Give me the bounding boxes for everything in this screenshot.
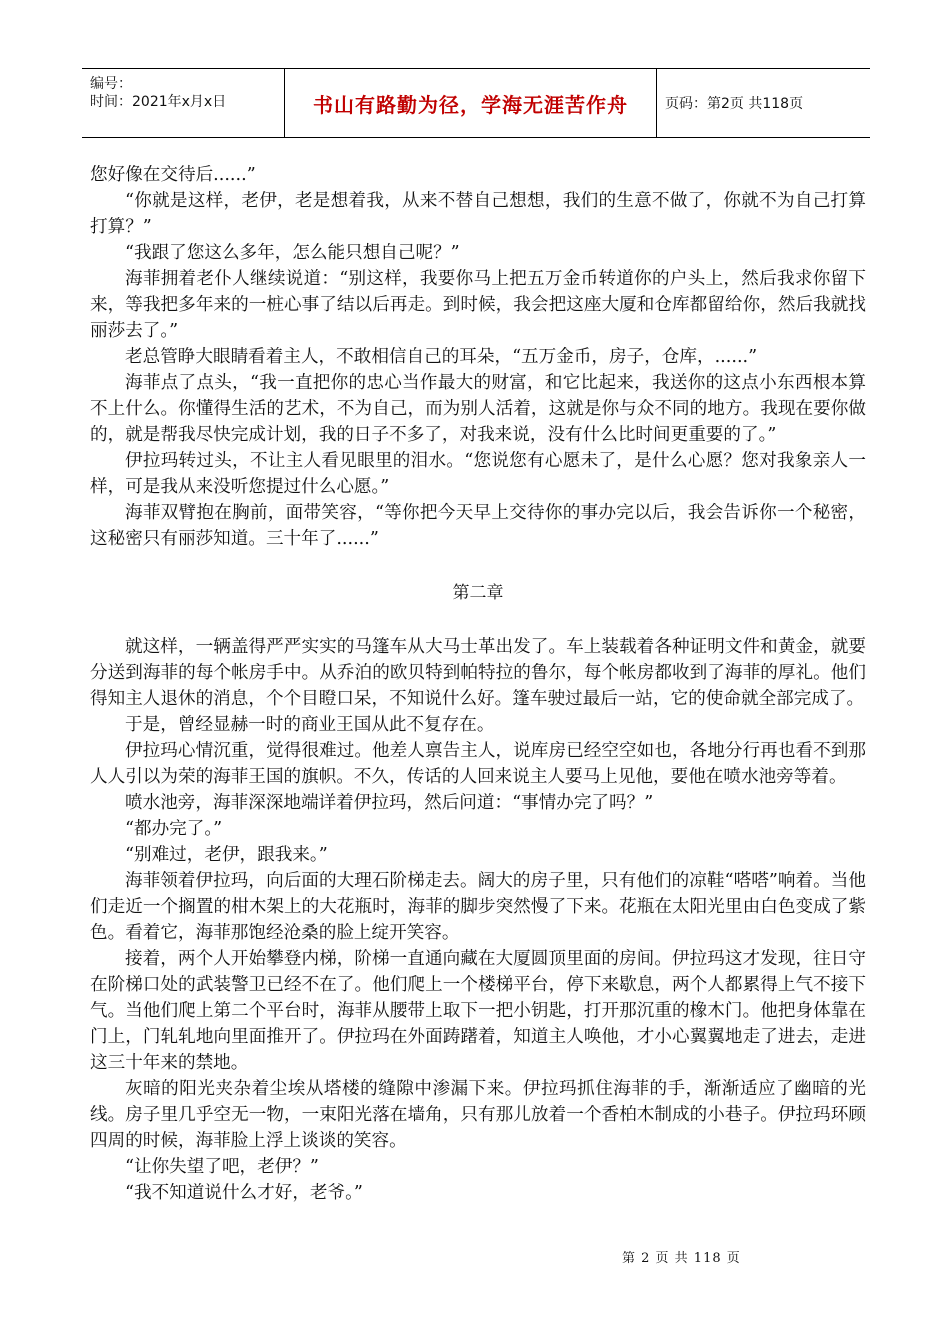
header-motto-cell [285, 69, 657, 137]
section-before-chapter [90, 162, 866, 552]
paragraph: 于是，曾经显赫一时的商业王国从此不复存在。 [125, 715, 495, 735]
paragraph: “你就是这样，老伊，老是想着我，从来不替自己想想，我们的生意不做了，你就不为自己打算打算？” [90, 191, 866, 237]
document-number-label: 编号： [90, 76, 132, 92]
paragraph: 喷水池旁，海菲深深地端详着伊拉玛，然后问道：“事情办完了吗？” [125, 793, 654, 813]
paragraph: 海菲点了点头，“我一直把你的忠心当作最大的财富，和它比起来，我送你的这点小东西根本算不上什么。你懂得生活的艺术，不为自己，而为别人活着，这就是你与众不同的地方。我现在要你做的，就是帮我尽快完成计划，我的日子不多了，对我来说，没有什么比时间更重要的了。” [90, 373, 866, 445]
paragraph: 您好像在交待后......” [90, 165, 256, 185]
header-page-cell [657, 69, 870, 137]
paragraph: “都办完了。” [125, 819, 223, 839]
paragraph: “我不知道说什么才好，老爷。” [125, 1183, 363, 1203]
paragraph: 灰暗的阳光夹杂着尘埃从塔楼的缝隙中渗漏下来。伊拉玛抓住海菲的手，渐渐适应了幽暗的光线。房子里几乎空无一物，一束阳光落在墙角，只有那儿放着一个香柏木制成的小巷子。伊拉玛环顾四周的时候，海菲脸上浮上谈谈的笑容。 [90, 1079, 866, 1151]
paragraph: 老总管睁大眼睛看着主人，不敢相信自己的耳朵，“五万金币，房子，仓库，......” [125, 347, 758, 367]
paragraph: “让你失望了吧，老伊？” [125, 1157, 319, 1177]
header-meta-cell [82, 69, 285, 137]
paragraph: “别难过，老伊，跟我来。” [125, 845, 328, 865]
document-body [90, 162, 866, 1206]
paragraph: 海菲领着伊拉玛，向后面的大理石阶梯走去。阔大的房子里，只有他们的凉鞋“嗒嗒”响着。当他们走近一个搁置的柑木架上的大花瓶时，海菲的脚步突然慢了下来。花瓶在太阳光里由白色变成了紫色。看着它，海菲那饱经沧桑的脸上绽开笑容。 [90, 871, 866, 943]
page-header [82, 68, 870, 138]
paragraph: 就这样，一辆盖得严严实实的马篷车从大马士革出发了。车上装载着各种证明文件和黄金，就要分送到海菲的每个帐房手中。从乔泊的欧贝特到帕特拉的鲁尔，每个帐房都收到了海菲的厚礼。他们得知主人退休的消息，个个目瞪口呆，不知说什么好。篷车驶过最后一站，它的使命就全部完成了。 [90, 637, 866, 709]
paragraph: 伊拉玛转过头，不让主人看见眼里的泪水。“您说您有心愿未了，是什么心愿？您对我象亲人一样，可是我从来没听您提过什么心愿。” [90, 451, 866, 497]
paragraph: 接着，两个人开始攀登内梯，阶梯一直通向藏在大厦圆顶里面的房间。伊拉玛这才发现，往日守在阶梯口处的武装警卫已经不在了。他们爬上一个楼梯平台，停下来歇息，两个人都累得上气不接下气。当他们爬上第二个平台时，海菲从腰带上取下一把小钥匙，打开那沉重的橡木门。他把身体靠在门上，门轧轧地向里面推开了。伊拉玛在外面踌躇着，知道主人唤他，才小心翼翼地走了进去，走进这三十年来的禁地。 [90, 949, 866, 1073]
paragraph: 伊拉玛心情沉重，觉得很难过。他差人禀告主人，说库房已经空空如也，各地分行再也看不到那人人引以为荣的海菲王国的旗帜。不久，传话的人回来说主人要马上见他，要他在喷水池旁等着。 [90, 741, 866, 787]
document-date-label: 时间：2021年x月x日 [90, 94, 227, 110]
chapter-title: 第二章 [452, 583, 504, 603]
paragraph: 海菲双臂抱在胸前，面带笑容，“等你把今天早上交待你的事办完以后，我会告诉你一个秘密，这秘密只有丽莎知道。三十年了......” [90, 503, 866, 549]
header-motto: 书山有路勤为径，学海无涯苦作舟 [313, 92, 628, 117]
page-footer: 第 2 页 共 118 页 [622, 1251, 741, 1266]
paragraph: 海菲拥着老仆人继续说道：“别这样，我要你马上把五万金币转道你的户头上，然后我求你留下来，等我把多年来的一桩心事了结以后再走。到时候，我会把这座大厦和仓库都留给你，然后我就找丽莎去了。” [90, 269, 866, 341]
paragraph: “我跟了您这么多年，怎么能只想自己呢？” [125, 243, 460, 263]
header-page-info: 页码：第2页 共118页 [665, 96, 804, 112]
section-after-chapter [90, 634, 866, 1206]
